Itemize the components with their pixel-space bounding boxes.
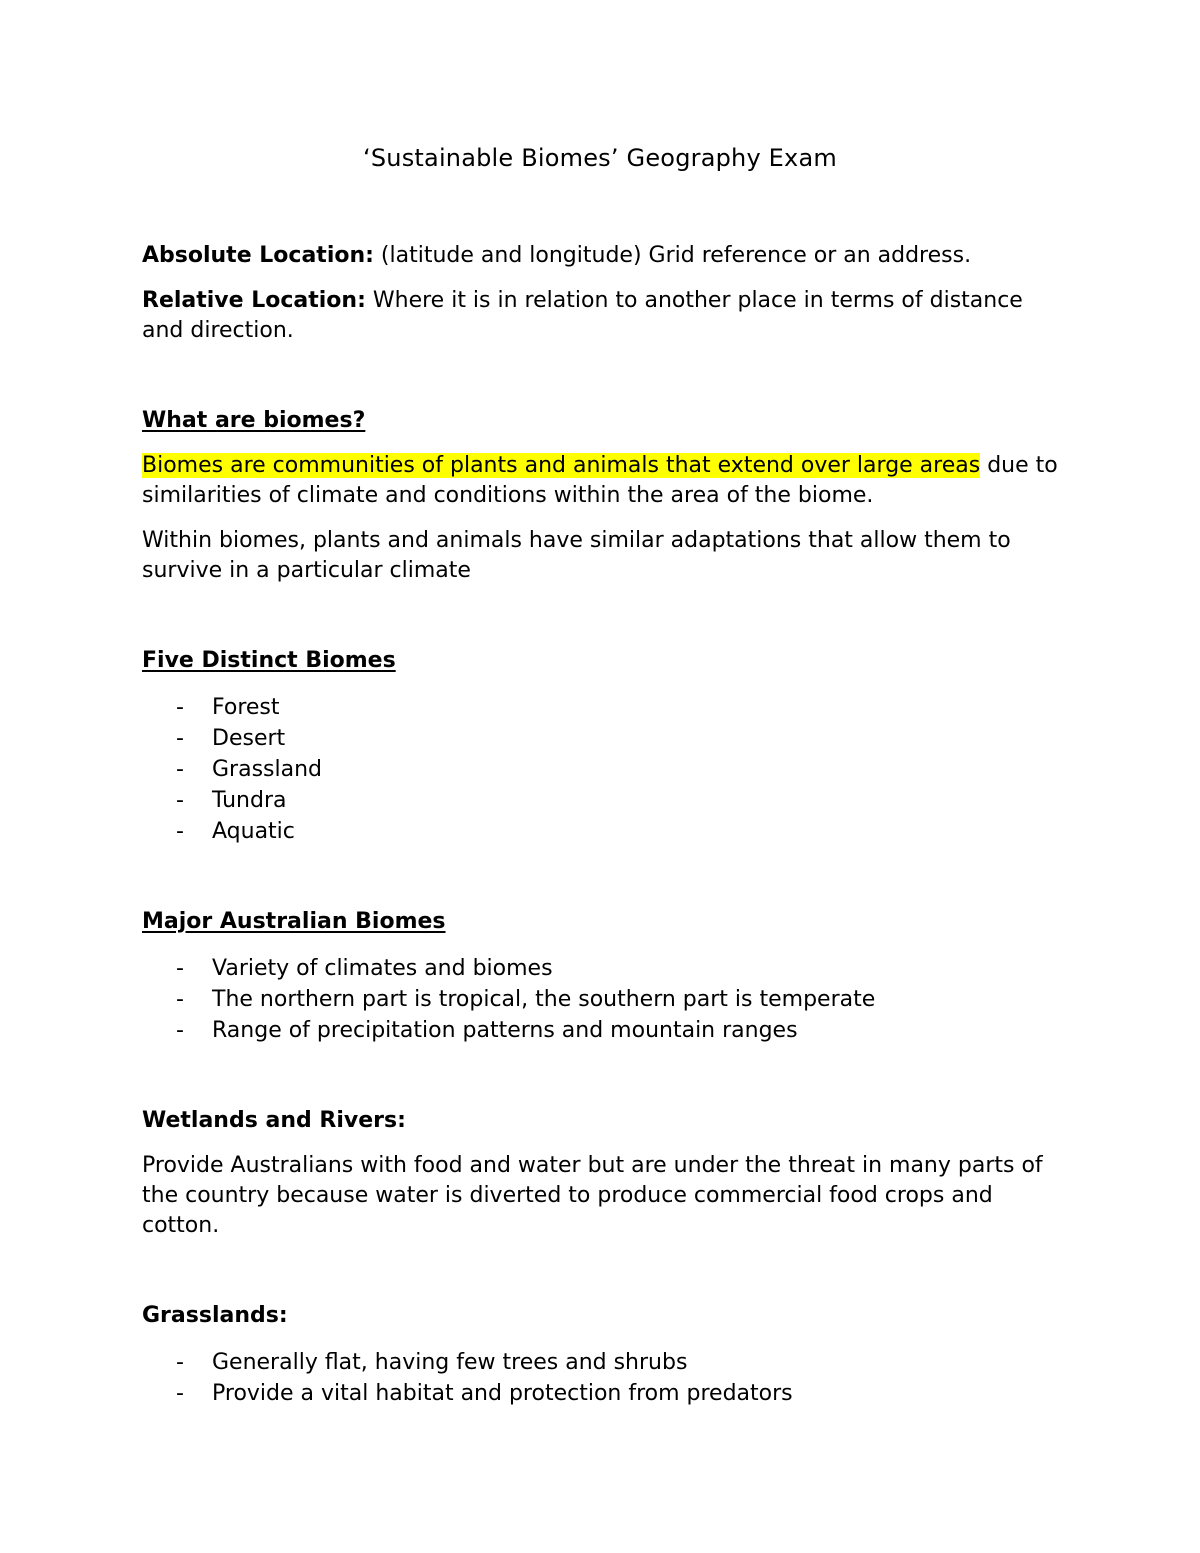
dash-bullet: - xyxy=(176,987,184,1012)
dash-bullet: - xyxy=(176,1018,184,1043)
list-item-text: Aquatic xyxy=(212,819,295,844)
dash-bullet: - xyxy=(176,726,184,751)
biomes-adaptations-paragraph: Within biomes, plants and animals have similar adaptations that allow them to survive in a particular climate xyxy=(142,528,1011,583)
wetlands-heading: Wetlands and Rivers: xyxy=(142,1108,406,1133)
list-item xyxy=(142,953,1062,984)
dash-bullet: - xyxy=(176,1381,184,1406)
list-item xyxy=(142,1347,1062,1378)
dash-bullet: - xyxy=(176,956,184,981)
biomes-definition xyxy=(142,451,1062,511)
dash-bullet: - xyxy=(176,788,184,813)
list-item-text: Range of precipitation patterns and mountain ranges xyxy=(212,1018,798,1043)
list-item-text: Provide a vital habitat and protection from predators xyxy=(212,1381,793,1406)
list-item xyxy=(142,816,1062,847)
list-item xyxy=(142,1378,1062,1409)
grasslands-list xyxy=(142,1347,1062,1409)
absolute-location-text: (latitude and longitude) Grid reference or an address. xyxy=(373,243,972,268)
what-are-biomes-heading: What are biomes? xyxy=(142,408,366,433)
list-item xyxy=(142,692,1062,723)
five-biomes-list xyxy=(142,692,1062,847)
biomes-continuation-text: due to similarities of climate and conditions within the area of the biome. xyxy=(142,453,1058,508)
list-item-text: The northern part is tropical, the southern part is temperate xyxy=(212,987,876,1012)
list-item xyxy=(142,1015,1062,1046)
list-item-text: Generally flat, having few trees and shrubs xyxy=(212,1350,688,1375)
grasslands-heading: Grasslands: xyxy=(142,1303,288,1328)
absolute-location-term: Absolute Location: xyxy=(142,243,374,268)
list-item-text: Desert xyxy=(212,726,286,751)
dash-bullet: - xyxy=(176,1350,184,1375)
list-item xyxy=(142,723,1062,754)
australian-biomes-heading: Major Australian Biomes xyxy=(142,909,446,934)
list-item-text: Tundra xyxy=(212,788,287,813)
biomes-highlighted-text: Biomes are communities of plants and animals that extend over large areas xyxy=(142,453,981,478)
absolute-location-definition xyxy=(142,241,1062,271)
relative-location-definition xyxy=(142,286,1062,346)
list-item xyxy=(142,754,1062,785)
wetlands-paragraph: Provide Australians with food and water but are under the threat in many parts of the country because water is diverted to produce commercial food crops and cotton. xyxy=(142,1153,1043,1238)
relative-location-term: Relative Location: xyxy=(142,288,366,313)
dash-bullet: - xyxy=(176,695,184,720)
list-item xyxy=(142,984,1062,1015)
relative-location-text: Where it is in relation to another place in terms of distance and direction. xyxy=(142,288,1023,343)
five-biomes-heading: Five Distinct Biomes xyxy=(142,648,396,673)
australian-biomes-list xyxy=(142,953,1062,1046)
list-item-text: Grassland xyxy=(212,757,322,782)
dash-bullet: - xyxy=(176,757,184,782)
document-title: ‘Sustainable Biomes’ Geography Exam xyxy=(363,144,837,172)
list-item xyxy=(142,785,1062,816)
dash-bullet: - xyxy=(176,819,184,844)
list-item-text: Variety of climates and biomes xyxy=(212,956,553,981)
list-item-text: Forest xyxy=(212,695,280,720)
